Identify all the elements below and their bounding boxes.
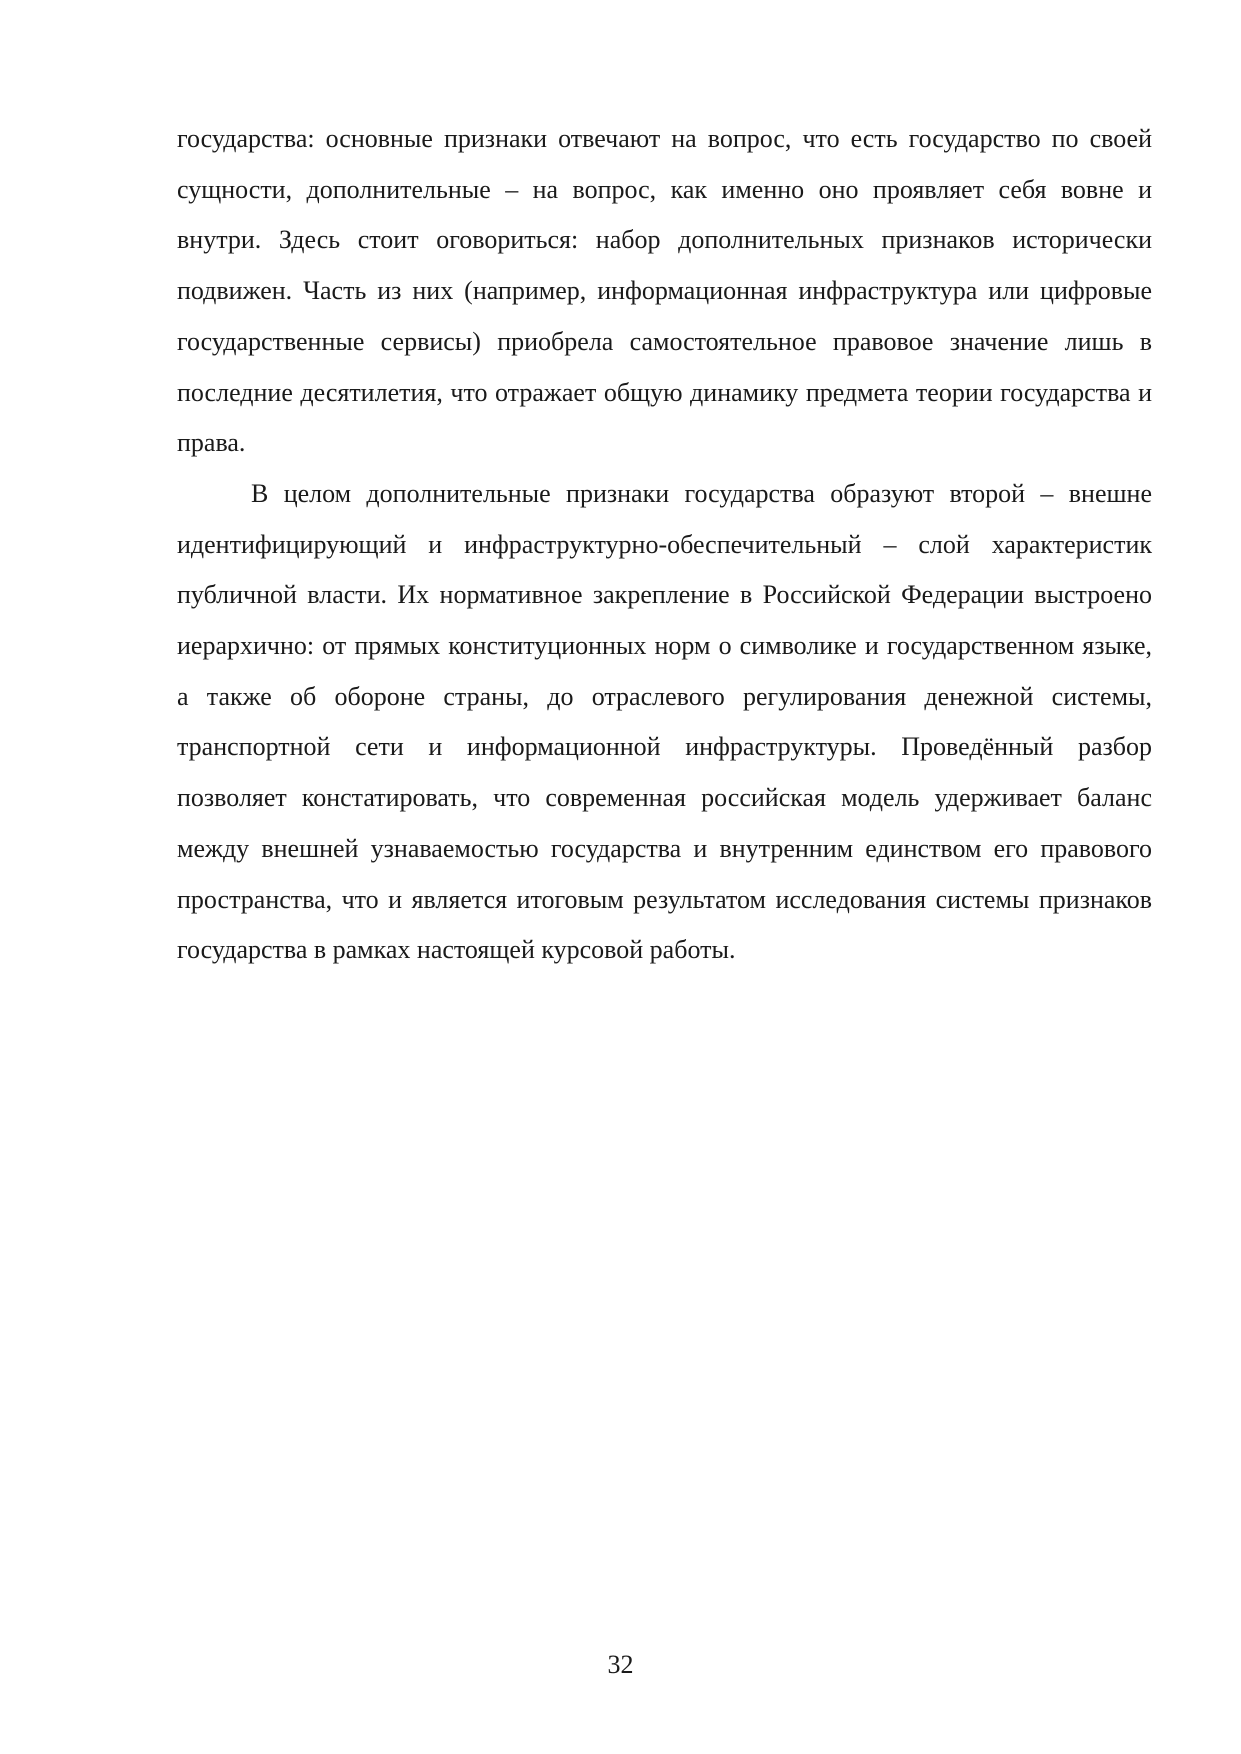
page-number: 32 — [607, 1650, 634, 1679]
paragraph-conclusion: В целом дополнительные признаки государства образуют второй – внешне идентифицирующий и инфраструктурно-обеспечительный – слой характеристик публичной власти. Их нормативное закрепление в Российской Федерации выстроено иерархично: от прямых конституционных норм о символике и государственном языке, а также об обороне страны, до отраслевого регулирования денежной системы, транспортной сети и информационной инфраструктуры. Проведённый разбор позволяет констатировать, что современная российская модель удерживает баланс между внешней узнаваемостью государства и внутренним единством его правового пространства, что и является итоговым результатом исследования системы признаков государства в рамках настоящей курсовой работы. — [177, 478, 1152, 965]
body-text — [177, 114, 1152, 976]
paragraph-continuation: государства: основные признаки отвечают на вопрос, что есть государство по своей сущности, дополнительные – на вопрос, как именно оно проявляет себя вовне и внутри. Здесь стоит оговориться: набор дополнительных признаков исторически подвижен. Часть из них (например, информационная инфраструктура или цифровые государственные сервисы) приобрела самостоятельное правовое значение лишь в последние десятилетия, что отражает общую динамику предмета теории государства и права. — [177, 124, 1152, 458]
